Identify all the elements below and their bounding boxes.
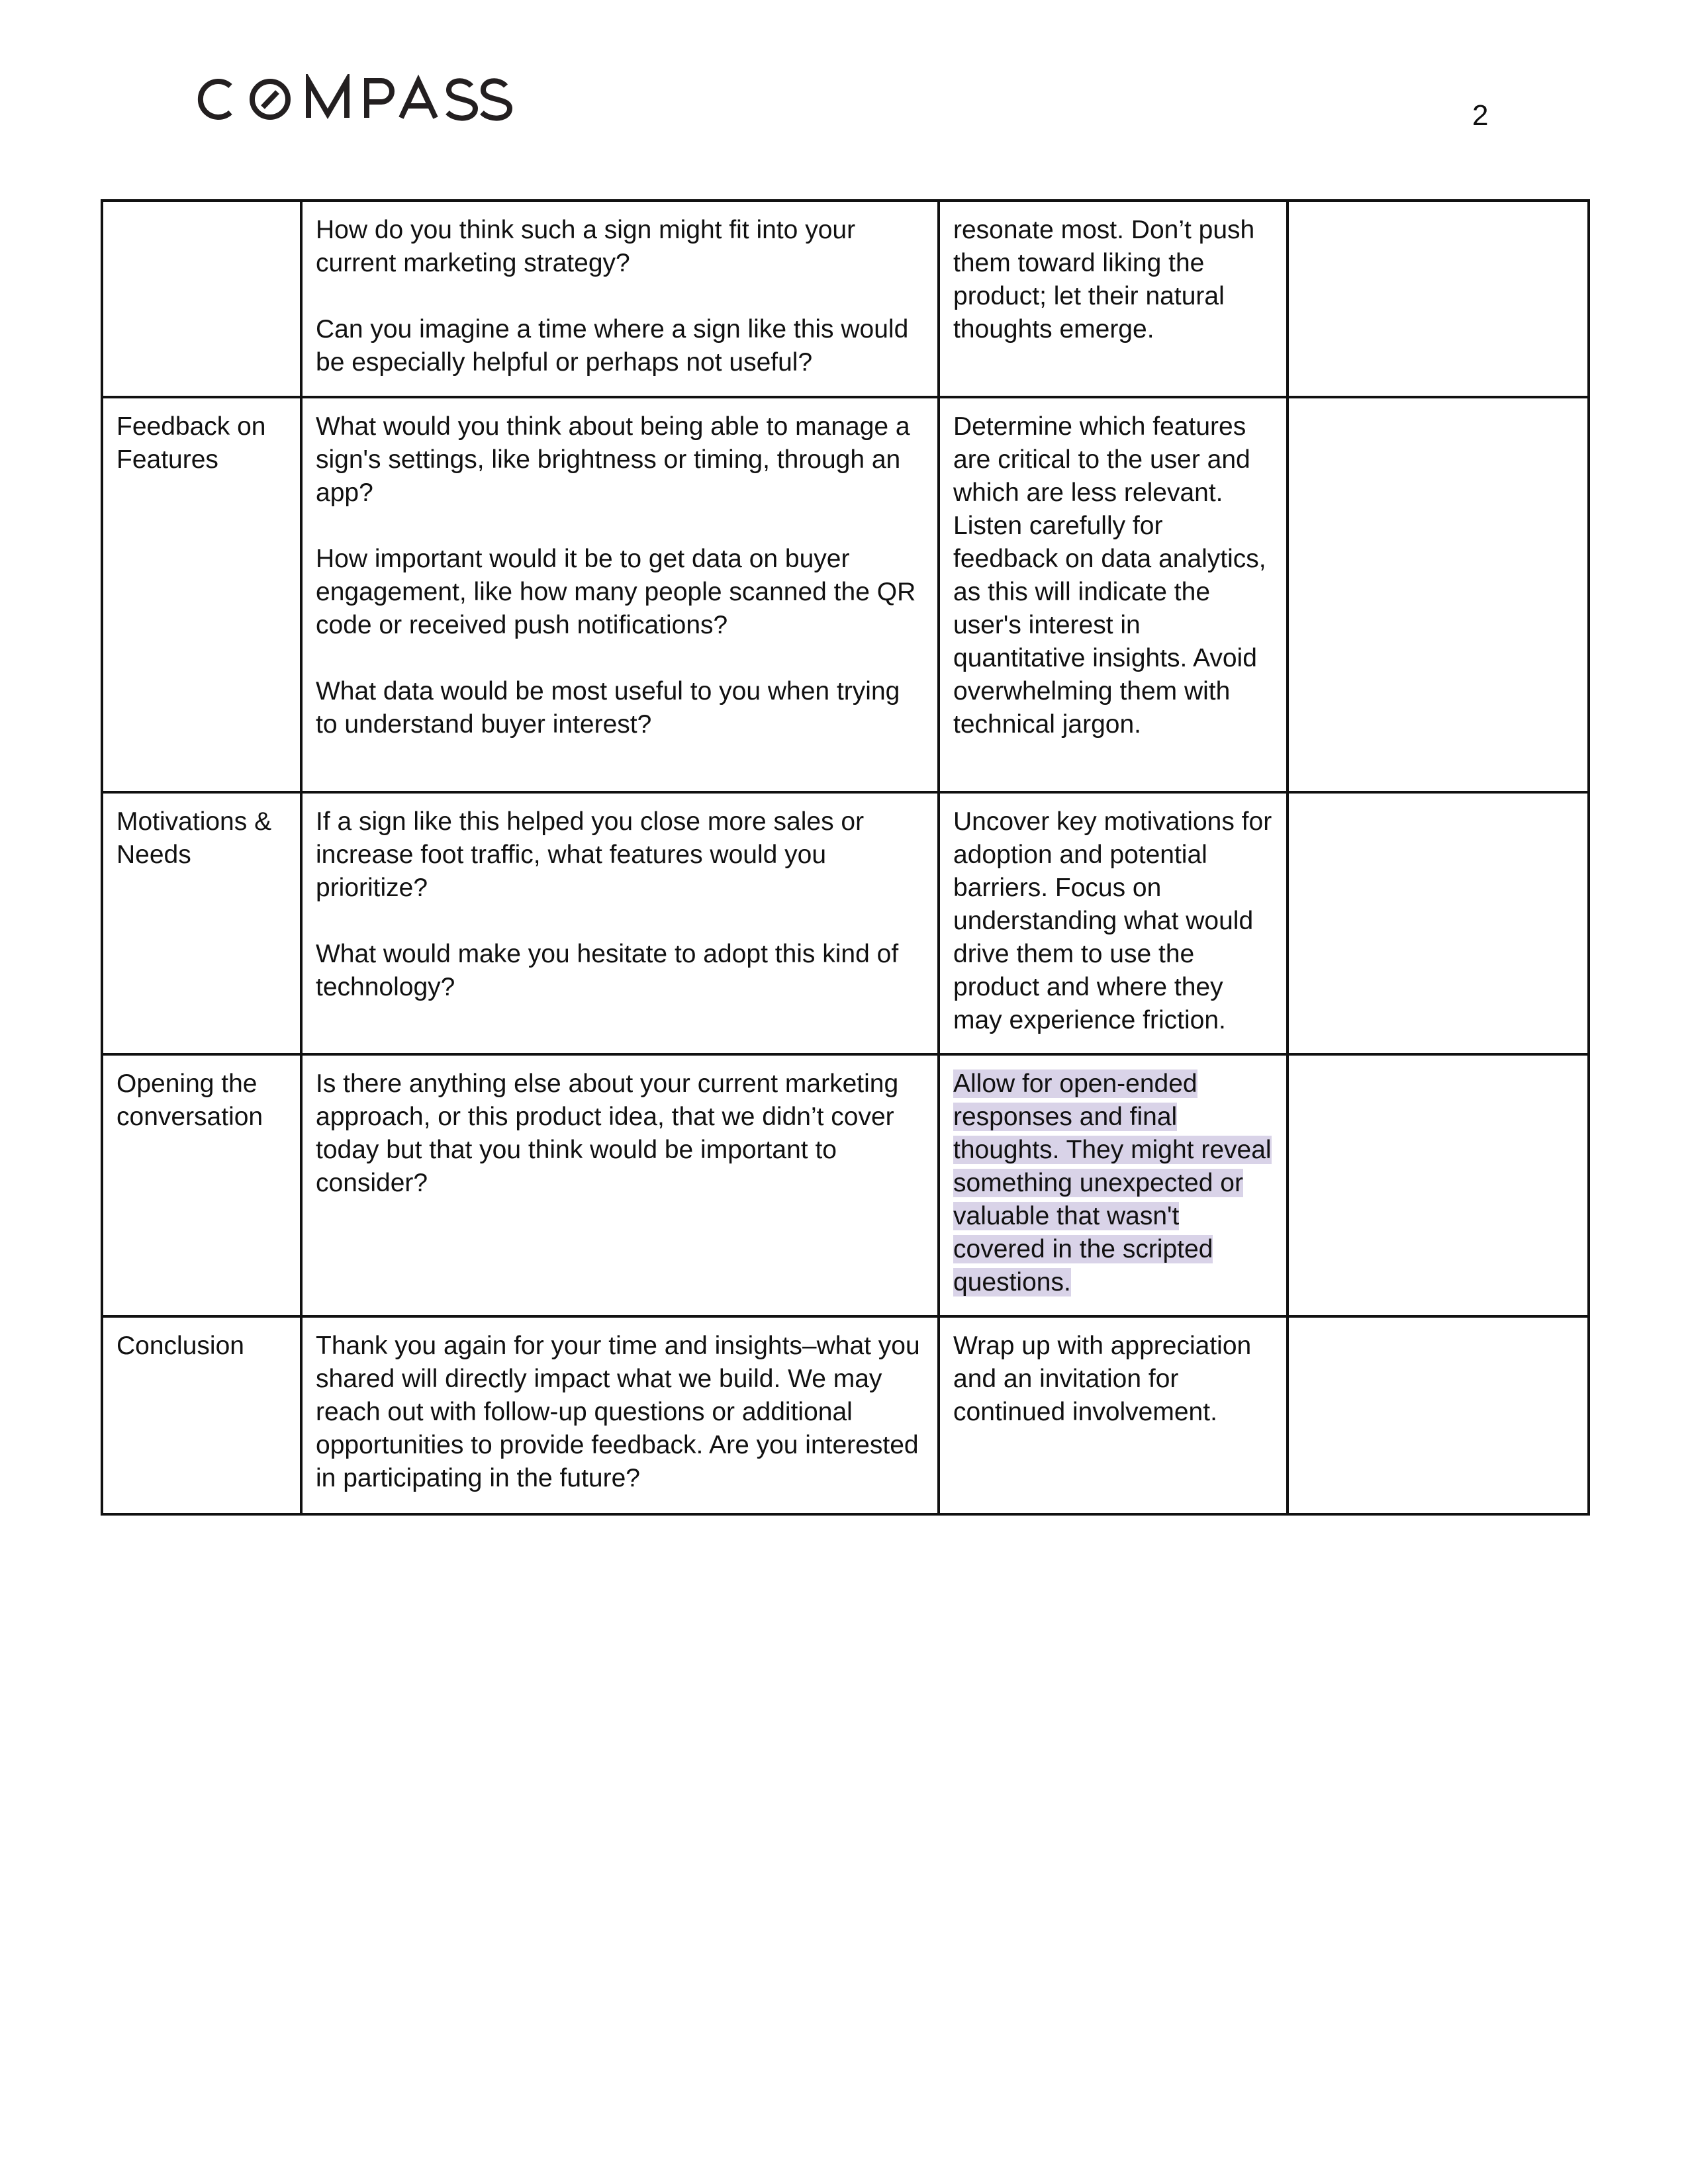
question-text: Thank you again for your time and insights–what you shared will directly impact what we build. We may reach out with follow-up questions or additional opportunities to provide feedback. Are you interested in participating in the future? — [316, 1332, 920, 1492]
extra-cell — [1288, 1316, 1589, 1514]
questions-cell — [301, 397, 939, 792]
topic-cell — [102, 201, 301, 397]
note-text: Wrap up with appreciation and an invitation for continued involvement. — [953, 1332, 1252, 1426]
topic-cell — [102, 397, 301, 792]
question-text: Is there anything else about your current marketing approach, or this product idea, that we didn’t cover today but that you think would be important to consider? — [316, 1069, 899, 1197]
compass-logo — [196, 74, 514, 124]
extra-cell — [1288, 1054, 1589, 1316]
question-text: What would make you hesitate to adopt this kind of technology? — [316, 940, 899, 1001]
topic-label: Feedback on Features — [117, 412, 266, 474]
topic-cell — [102, 792, 301, 1054]
topic-cell — [102, 1316, 301, 1514]
questions-cell — [301, 792, 939, 1054]
extra-cell — [1288, 201, 1589, 397]
table-row — [102, 792, 1589, 1054]
page-number: 2 — [1472, 99, 1489, 132]
notes-cell — [939, 792, 1288, 1054]
topic-cell — [102, 1054, 301, 1316]
question-text: How do you think such a sign might fit into your current marketing strategy? — [316, 216, 856, 277]
note-text: Uncover key motivations for adoption and potential barriers. Focus on understanding what would drive them to use the product and where they may experience friction. — [953, 807, 1272, 1034]
question-text: Can you imagine a time where a sign like this would be especially helpful or perhaps not useful? — [316, 315, 909, 377]
note-text: resonate most. Don’t push them toward liking the product; let their natural thoughts emerge. — [953, 216, 1255, 343]
table-row — [102, 397, 1589, 792]
question-text: What would you think about being able to manage a sign's settings, like brightness or timing, through an app? — [316, 412, 910, 507]
extra-cell — [1288, 792, 1589, 1054]
questions-cell — [301, 201, 939, 397]
questions-cell — [301, 1054, 939, 1316]
notes-cell — [939, 1054, 1288, 1316]
notes-cell — [939, 1316, 1288, 1514]
question-text: If a sign like this helped you close more sales or increase foot traffic, what features would you prioritize? — [316, 807, 865, 902]
questions-cell — [301, 1316, 939, 1514]
question-text: What data would be most useful to you when trying to understand buyer interest? — [316, 677, 900, 739]
interview-guide-table — [101, 199, 1590, 1516]
notes-cell — [939, 201, 1288, 397]
notes-cell — [939, 397, 1288, 792]
extra-cell — [1288, 397, 1589, 792]
note-text: Determine which features are critical to the user and which are less relevant. Listen carefully for feedback on data analytics, as this will indicate the user's interest in quantitative insights. Avoid overwhelming them with technical jargon. — [953, 412, 1266, 739]
table-row — [102, 1054, 1589, 1316]
question-text: How important would it be to get data on buyer engagement, like how many people scanned the QR code or received push notifications? — [316, 545, 916, 639]
topic-label: Opening the conversation — [117, 1069, 263, 1131]
topic-label: Motivations & Needs — [117, 807, 272, 869]
highlighted-note-text: Allow for open-ended responses and final thoughts. They might reveal something unexpected or valuable that wasn't covered in the scripted questions. — [953, 1069, 1272, 1297]
topic-label: Conclusion — [117, 1332, 244, 1360]
table-row — [102, 201, 1589, 397]
table-row — [102, 1316, 1589, 1514]
